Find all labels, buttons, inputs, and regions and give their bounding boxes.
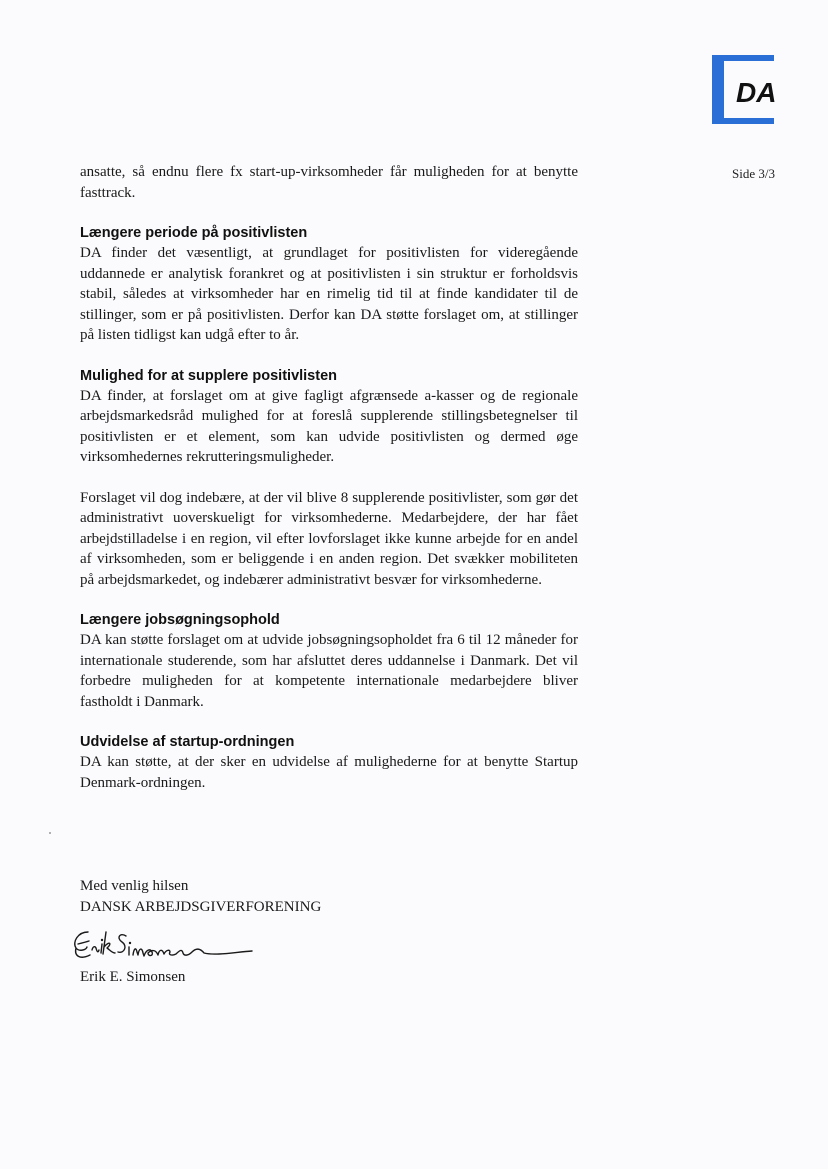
section-job-search-stay	[80, 610, 578, 712]
section-paragraph: DA finder det væsentligt, at grundlaget for positivlisten for videregående uddannede er analytisk forankret og at positivlisten i sin struktur er forholdsvis stabil, således at virksomheder har en rimelig tid til at finde kandidater til de stillinger, som er på positivlisten. Derfor kan DA støtte forslaget om, at stillinger på listen tidligst kan udgå efter to år.	[80, 245, 578, 343]
section-paragraph: DA kan støtte forslaget om at udvide jobsøgningsopholdet fra 6 til 12 måneder for internationale studerende, som har afsluttet deres uddannelse i Danmark. Det vil forbedre muligheden for at kompetente internationale medarbejdere bliver fastholdt i Danmark.	[80, 632, 578, 710]
signer-name: Erik E. Simonsen	[80, 969, 186, 985]
section-paragraph: Forslaget vil dog indebære, at der vil blive 8 supplerende positivlister, som gør det administrativt uoverskueligt for virksomhederne. Medarbejdere, der har fået arbejdstilladelse i en region, vil efter lovforslaget ikke kunne arbejde for en andel af virksomheden, som er beliggende i en anden region. Det svækker mobiliteten på arbejdsmarkedet, og indebærer administrativt besvær for virksomhederne.	[80, 489, 578, 588]
section-paragraph: DA finder, at forslaget om at give fagligt afgrænsede a-kasser og de regionale arbejdsmarkedsråd mulighed for at foreslå supplerende stillingsbetegnelser til positivlisten er et element, som kan udvide positivlisten og dermed øge virksomhedernes rekrutteringsmuligheder.	[80, 387, 578, 465]
closing	[80, 876, 480, 917]
handwritten-signature	[66, 922, 266, 968]
section-heading: Længere periode på positivlisten	[80, 225, 308, 241]
section-heading: Mulighed for at supplere positivlisten	[80, 367, 337, 384]
organization-name: DANSK ARBEJDSGIVERFORENING	[80, 898, 322, 915]
intro-paragraph: ansatte, så endnu flere fx start-up-virksomheder får muligheden for at benytte fasttrack.	[80, 164, 578, 201]
da-logo	[712, 54, 776, 125]
letter-body	[80, 162, 578, 793]
section-startup-scheme	[80, 732, 578, 793]
section-supplement-positive-list	[80, 366, 578, 591]
page-number: Side 3/3	[732, 166, 775, 181]
section-positive-list-period	[80, 223, 578, 346]
logo-text: DA	[736, 77, 776, 108]
greeting: Med venlig hilsen	[80, 878, 189, 894]
stray-dot	[49, 832, 51, 834]
section-heading: Udvidelse af startup-ordningen	[80, 734, 295, 750]
section-heading: Længere jobsøgningsophold	[80, 612, 280, 628]
section-paragraph: DA kan støtte, at der sker en udvidelse af mulighederne for at benytte Startup Denmark-ordningen.	[80, 754, 578, 791]
